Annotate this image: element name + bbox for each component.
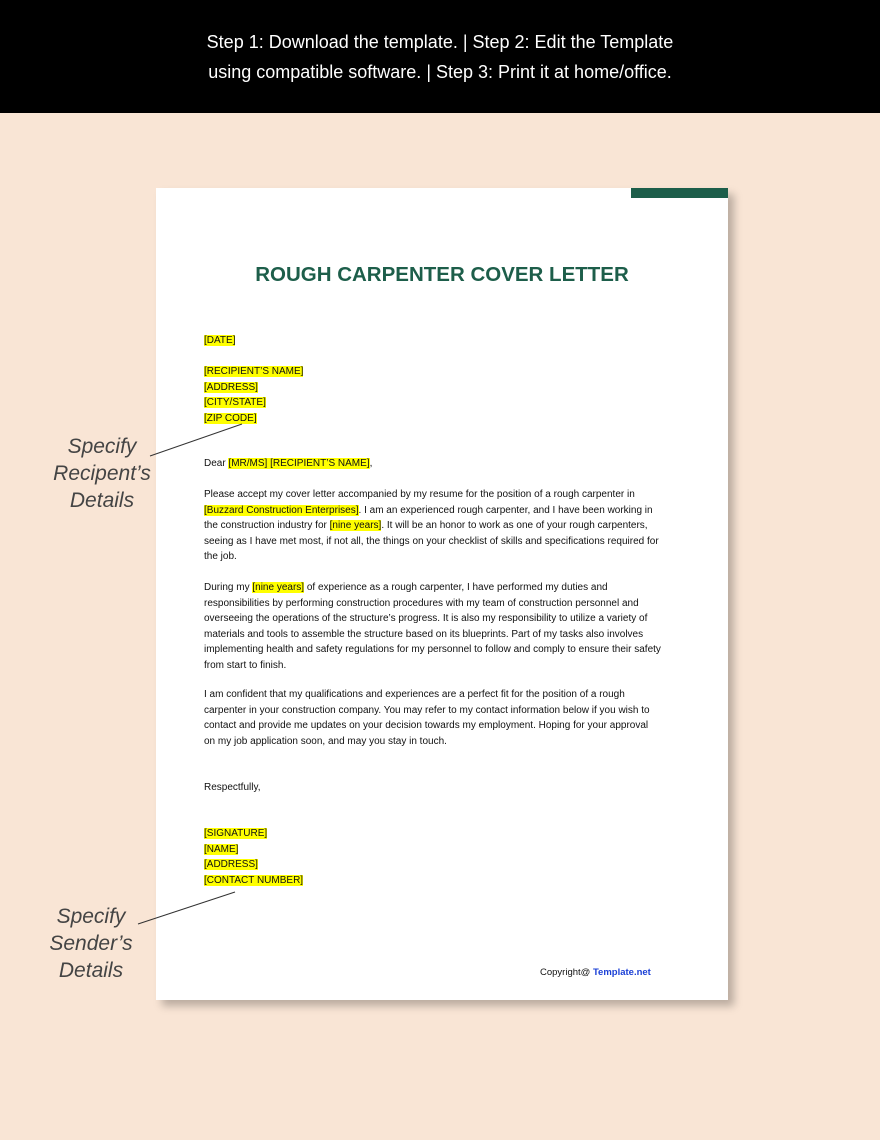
sender-address: [ADDRESS] — [204, 859, 258, 870]
p1-text-c: . It will be an honor to work as one of your rough carpenters, seeing as I have met most, if not all, the things on your checklist of skills and specifications required for the job. — [204, 520, 659, 562]
salutation-prefix: Dear — [204, 458, 229, 469]
letter-title: ROUGH CARPENTER COVER LETTER — [255, 263, 629, 286]
salutation-suffix: , — [369, 458, 373, 469]
annotation-line: Recipent’s — [53, 462, 151, 485]
sender-signature: [SIGNATURE] — [204, 828, 268, 839]
recipient-pointer-line — [150, 424, 242, 456]
recipient-address: [ADDRESS] — [204, 381, 258, 393]
date-field: [DATE] — [204, 335, 236, 346]
company-field: [Buzzard Construction Enterprises] — [204, 504, 359, 516]
copyright-link[interactable]: Template.net — [592, 967, 651, 978]
salutation-field: [MR/MS] [RECIPIENT’S NAME] — [228, 458, 370, 469]
sender-pointer-line — [138, 892, 235, 924]
recipient-city: [CITY/STATE] — [204, 397, 266, 408]
p1-text-a: Please accept my cover letter accompanied by my resume for the position of a rough carpenter in — [204, 489, 635, 500]
annotation-line: Details — [69, 489, 135, 512]
banner-line-1: Step 1: Download the template. | Step 2: Edit the Template — [206, 32, 674, 52]
recipient-name: [RECIPIENT’S NAME] — [204, 366, 304, 377]
paragraph-3: I am confident that my qualifications and experiences are a perfect fit for the position of a rough carpenter in your construction company. You may refer to my contact information below if you wish to contact and provide me updates on your decision towards my employment. Hoping for your approval on my job application soon, and may you stay in touch. — [204, 689, 650, 747]
annotation-line: Specify — [67, 435, 137, 458]
years-field: [nine years] — [329, 520, 382, 531]
sender-contact: [CONTACT NUMBER] — [204, 874, 304, 886]
sender-name: [NAME] — [204, 843, 239, 855]
p2-text-b: of experience as a rough carpenter, I have performed my duties and responsibilities by performing construction procedures with my team of construction personnel and overseeing the operations of the structure’s progress. It is also my responsibility to utilize a variety of materials and tools to assemble the structure based on its blueprints. Part of my tasks also involves implementing health and safety regulations for my personnel to follow and comply to ensure their safety from start to finish. — [204, 582, 661, 671]
annotation-line: Specify — [56, 905, 126, 928]
closing: Respectfully, — [204, 782, 261, 793]
p1-text-b: . I am an experienced rough carpenter, and I have been working in the construction industry for — [204, 504, 653, 531]
annotation-line: Sender’s — [49, 932, 133, 955]
recipient-zip: [ZIP CODE] — [204, 412, 257, 424]
years-field-2: [nine years] — [252, 582, 305, 593]
banner-line-2: using compatible software. | Step 3: Print it at home/office. — [208, 62, 672, 82]
p2-text-a: During my — [204, 582, 253, 593]
copyright-prefix: Copyright@ — [540, 967, 593, 978]
annotation-line: Details — [58, 959, 124, 982]
